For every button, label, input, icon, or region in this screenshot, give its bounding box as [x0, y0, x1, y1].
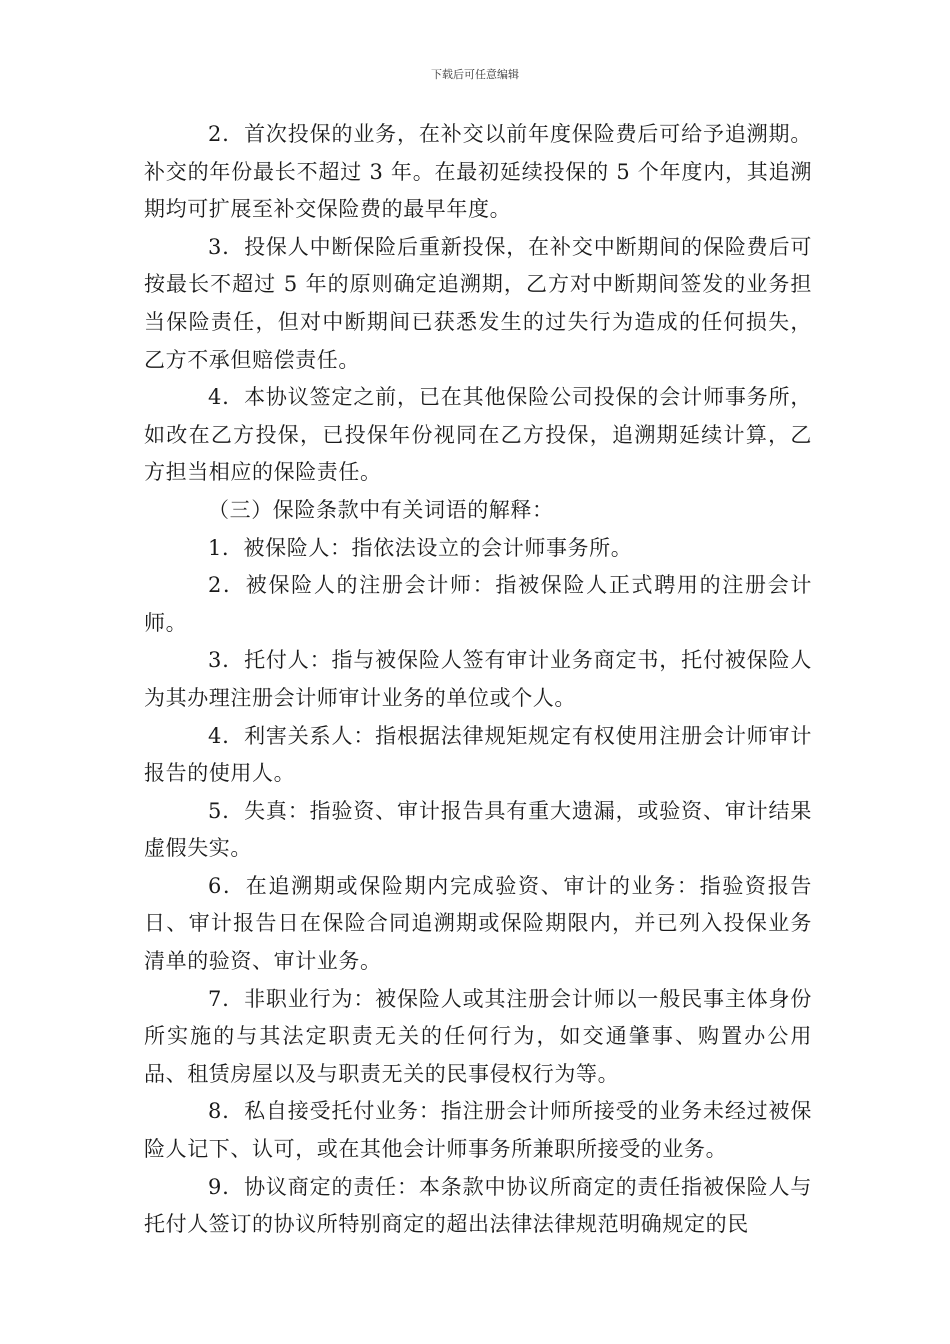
paragraph-definition-6: 6．在追溯期或保险期内完成验资、审计的业务：指验资报告日、审计报告日在保险合同追溯期或保险期限内，并已列入投保业务清单的验资、审计业务。	[144, 873, 812, 974]
document-body	[144, 116, 812, 1244]
page-header: 下载后可任意编辑	[431, 68, 519, 81]
paragraph-clause-4: 4．本协议签定之前，已在其他保险公司投保的会计师事务所，如改在乙方投保，已投保年份视同在乙方投保，追溯期延续计算，乙方担当相应的保险责任。	[144, 385, 812, 485]
paragraph-clause-2: 2．首次投保的业务，在补交以前年度保险费后可给予追溯期。补交的年份最长不超过 3 年。在最初延续投保的 5 个年度内，其追溯期均可扩展至补交保险费的最早年度。	[144, 122, 812, 222]
paragraph-definition-4: 4．利害关系人：指根据法律规矩规定有权使用注册会计师审计报告的使用人。	[144, 723, 812, 786]
paragraph-definition-7: 7．非职业行为：被保险人或其注册会计师以一般民事主体身份所实施的与其法定职责无关的任何行为，如交通肇事、购置办公用品、租赁房屋以及与职责无关的民事侵权行为等。	[144, 986, 812, 1086]
paragraph-definition-9: 9．协议商定的责任：本条款中协议所商定的责任指被保险人与托付人签订的协议所特别商定的超出法律法律规范明确规定的民	[144, 1174, 812, 1237]
paragraph-definition-3: 3．托付人：指与被保险人签有审计业务商定书，托付被保险人为其办理注册会计师审计业务的单位或个人。	[144, 648, 812, 710]
paragraph-definition-2: 2．被保险人的注册会计师：指被保险人正式聘用的注册会计师。	[144, 573, 812, 635]
paragraph-definition-5: 5．失真：指验资、审计报告具有重大遗漏，或验资、审计结果虚假失实。	[144, 798, 812, 861]
paragraph-definition-8: 8．私自接受托付业务：指注册会计师所接受的业务未经过被保险人记下、认可，或在其他会计师事务所兼职所接受的业务。	[144, 1099, 812, 1162]
section-heading-definitions: （三）保险条款中有关词语的解释：	[208, 497, 554, 522]
paragraph-clause-3: 3．投保人中断保险后重新投保，在补交中断期间的保险费后可按最长不超过 5 年的原则确定追溯期，乙方对中断期间签发的业务担当保险责任，但对中断期间已获悉发生的过失行为造成的任何损失，乙方不承但赔偿责任。	[144, 234, 812, 372]
paragraph-definition-1: 1．被保险人：指依法设立的会计师事务所。	[208, 535, 633, 560]
